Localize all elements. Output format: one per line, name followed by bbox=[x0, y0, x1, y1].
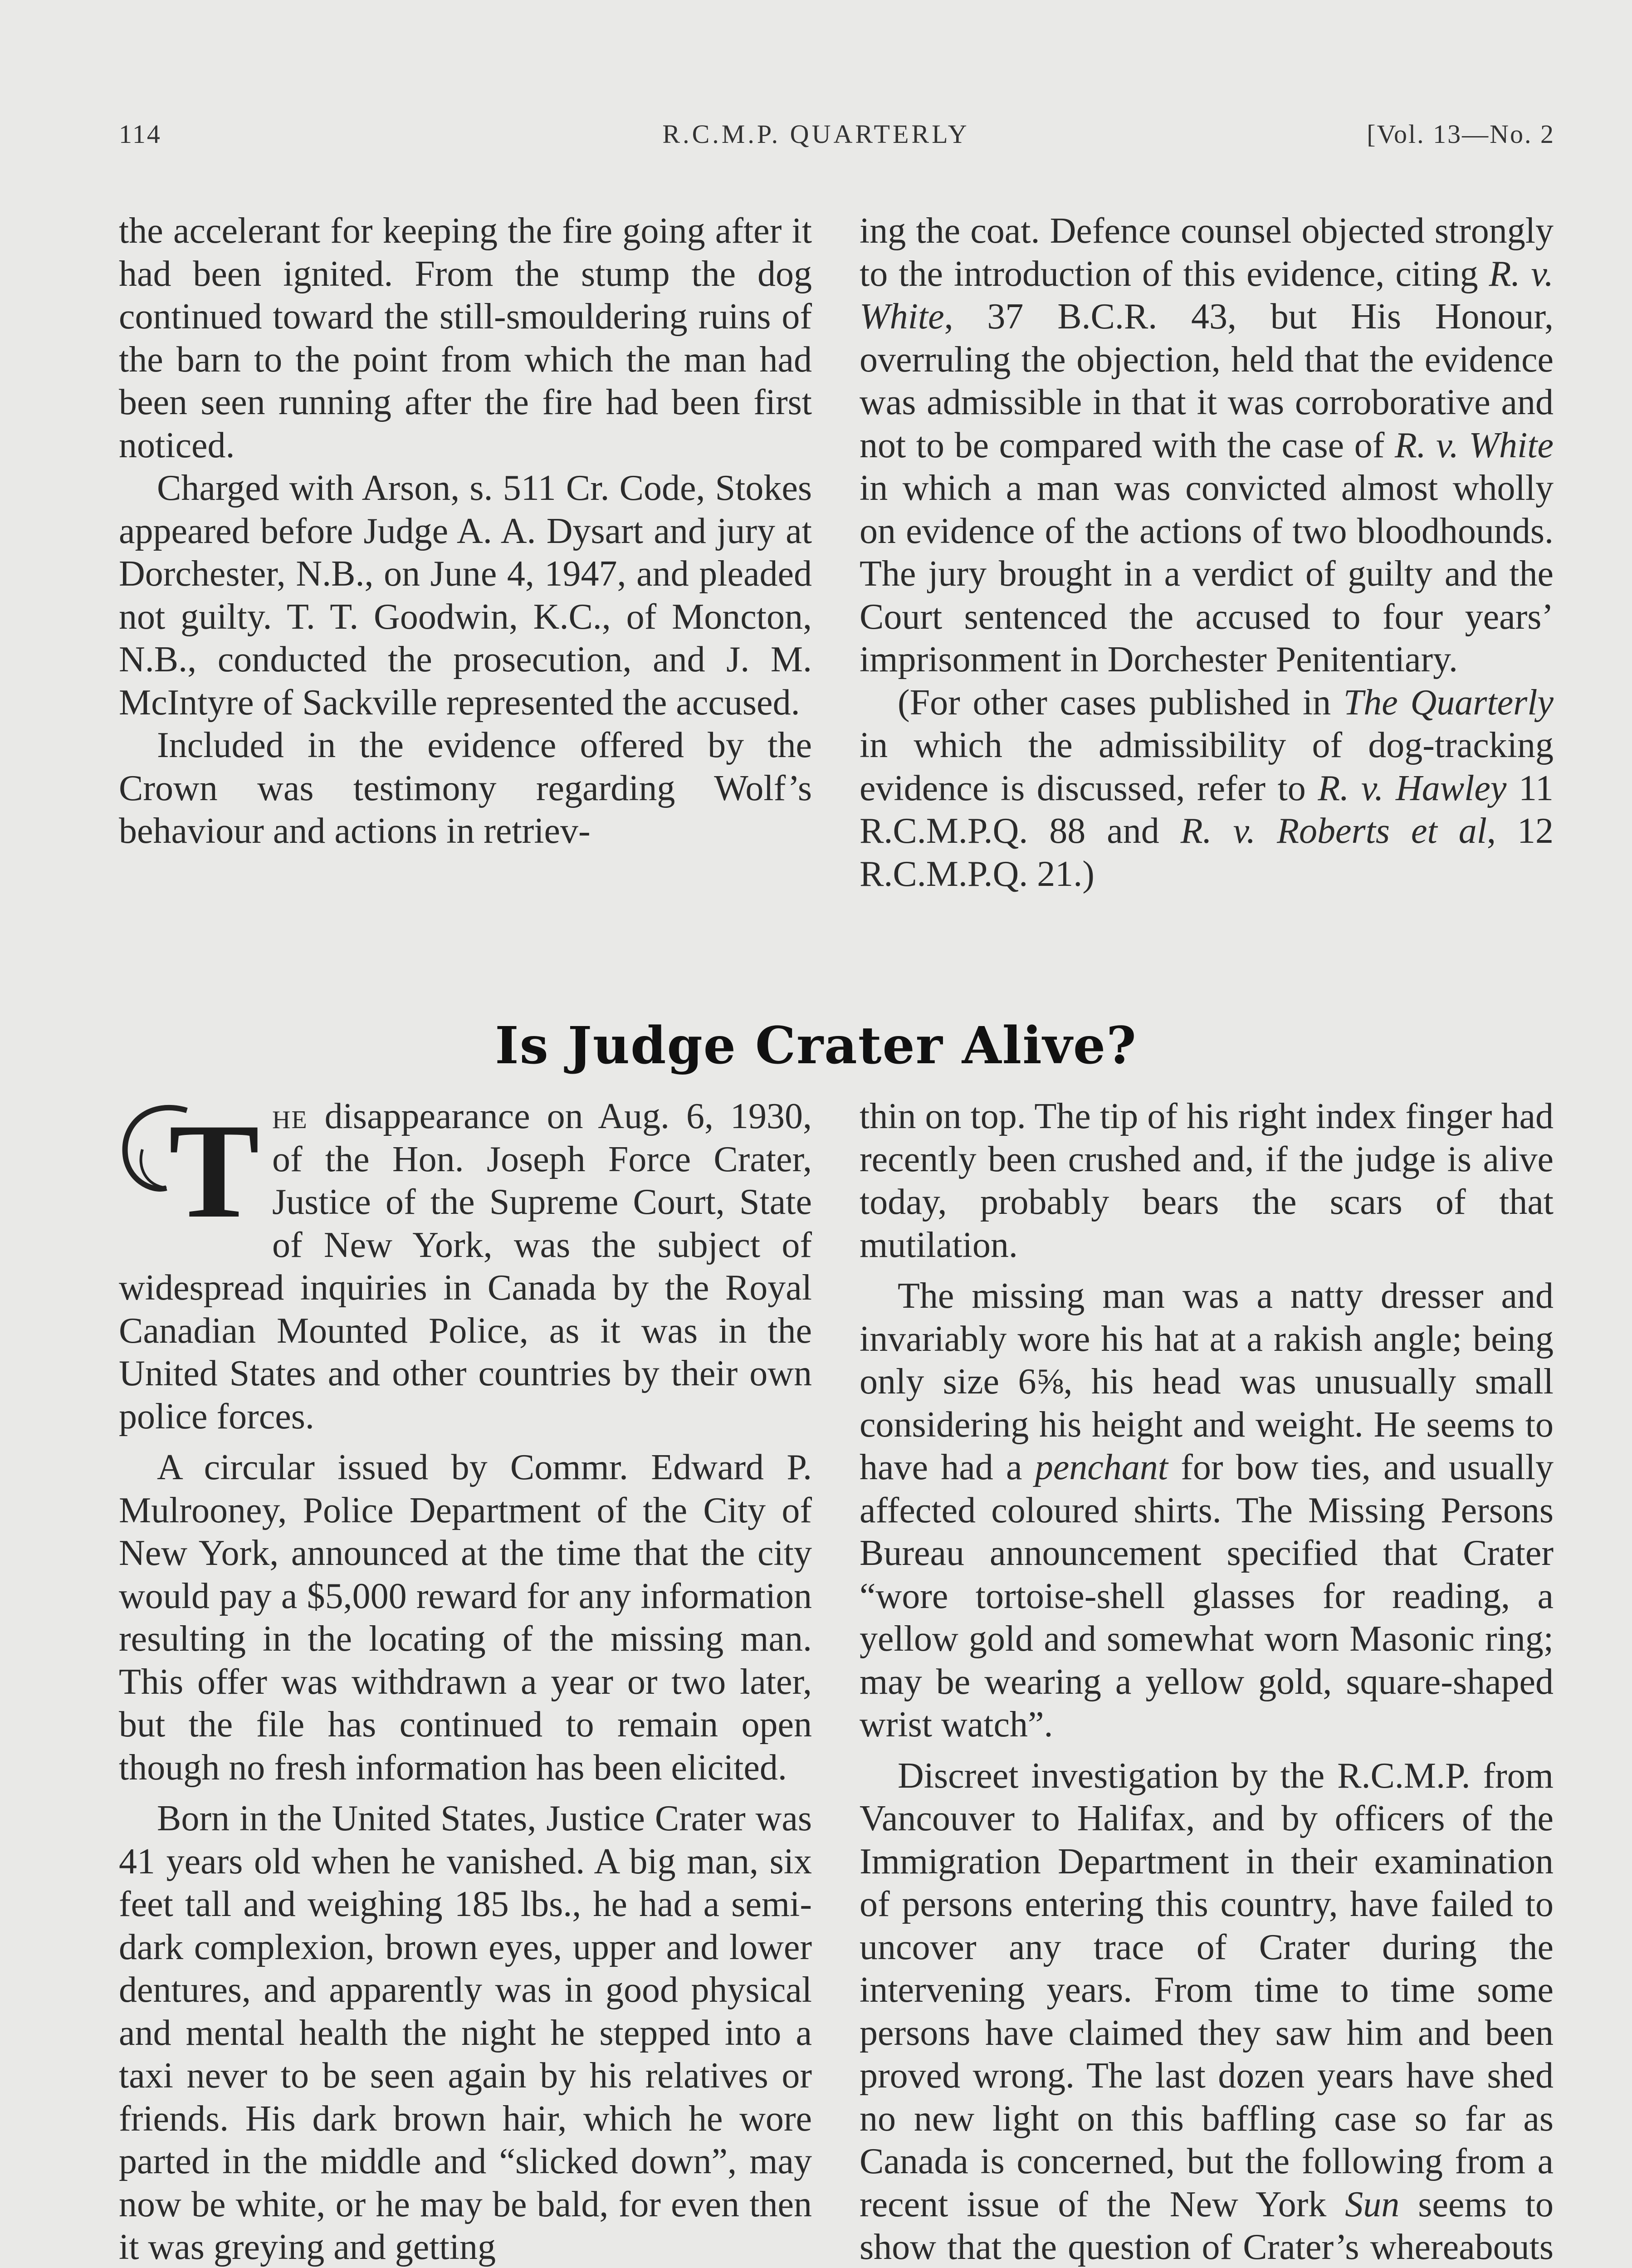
text-run: , 37 B.C.R. 43, but His Honour, overruling the objection, held that the evidence was admissible in that it was corroborative and not to be compared with the case of bbox=[860, 297, 1554, 465]
journal-title: R.C.M.P. QUARTERLY bbox=[662, 119, 970, 149]
paragraph: the accelerant for keeping the fire going after it had been ignited. From the stump the dog continued toward the still-smouldering ruins of the barn to the point from which the man had been seen running after the fire had been first noticed. bbox=[119, 211, 812, 465]
paragraph: Charged with Arson, s. 511 Cr. Code, Stokes appeared before Judge A. A. Dysart and jury at Dorchester, N.B., on June 4, 1947, and pleaded not guilty. T. T. Goodwin, K.C., of Moncton, N.B., conducted the prosecution, and J. M. McIntyre of Sackville represented the accused. bbox=[119, 468, 812, 723]
text-run: for bow ties, and usually affected coloured shirts. The Missing Persons Bureau announcement specified that Crater “wore tortoise-shell glasses for reading, a yellow gold and somewhat worn Masonic ring; may be wearing a yellow gold, square-shaped wrist watch”. bbox=[860, 1447, 1554, 1745]
article-column-left bbox=[119, 1095, 812, 2268]
previous-article-column-left bbox=[119, 210, 812, 853]
article-title: Is Judge Crater Alive? bbox=[495, 1016, 1137, 1075]
case-citation: R. v. White bbox=[1394, 425, 1554, 465]
text-run: disappearance on Aug. 6, 1930, of the Hon. Joseph Force Crater, Justice of the Supreme Court, State of New York, was the subject of widespread inquiries in Canada by the Royal Canadian Mounted Police, as it was in the United States and other countries by their own police forces. bbox=[119, 1096, 812, 1437]
paragraph bbox=[119, 1095, 812, 1438]
case-citation: R. v. White bbox=[860, 254, 1554, 337]
text-run: he bbox=[272, 1096, 308, 1136]
paragraph bbox=[860, 1275, 1554, 1746]
paragraph: thin on top. The tip of his right index finger had recently been crushed and, if the judge is alive today, probably bears the scars of that mutilation. bbox=[860, 1096, 1554, 1265]
drop-cap bbox=[119, 1095, 269, 1224]
paragraph: Born in the United States, Justice Crater was 41 years old when he vanished. A big man, six feet tall and weighing 185 lbs., he had a semi-dark complexion, brown eyes, upper and lower dentures, and apparently was in good physical and mental health the night he stepped into a taxi never to be seen again by his relatives or friends. His dark brown hair, which he wore parted in the middle and “slicked down”, may now be white, or he may be bald, for even then it was greying and getting bbox=[119, 1799, 812, 2267]
text-run: ing the coat. Defence counsel objected strongly to the introduction of this evidence, citing bbox=[860, 211, 1554, 294]
article-column-right bbox=[860, 1095, 1554, 2268]
drop-cap-ornament bbox=[119, 1095, 269, 1224]
text-run: in which the admissibility of dog-tracking evidence is discussed, refer to bbox=[860, 725, 1554, 808]
text-run: seems to show that the question of Crater’s whereabouts bbox=[860, 2184, 1554, 2267]
case-citation: R. v. Hawley bbox=[1318, 768, 1507, 808]
page-number: 114 bbox=[119, 119, 161, 149]
publication-name: Sun bbox=[1345, 2184, 1400, 2224]
text-run: 11 R.C.M.P.Q. 88 and bbox=[860, 768, 1554, 851]
case-citation: R. v. Roberts et al bbox=[1180, 811, 1487, 851]
volume-issue: [Vol. 13—No. 2 bbox=[1367, 119, 1555, 149]
paragraph: A circular issued by Commr. Edward P. Mulrooney, Police Department of the City of New York, announced at the time that the city would pay a $5,000 reward for any information resulting in the locating of the missing man. This offer was withdrawn a year or two later, but the file has continued to remain open though no fresh information has been elicited. bbox=[119, 1447, 812, 1788]
italic-word: penchant bbox=[1035, 1447, 1168, 1487]
paragraph bbox=[860, 1755, 1554, 2268]
drop-cap-letter: T bbox=[169, 1095, 260, 1224]
publication-name: The Quarterly bbox=[1343, 682, 1554, 723]
text-run: in which a man was convicted almost wholly on evidence of the actions of two bloodhounds. The jury brought in a verdict of guilty and the Court sentenced the accused to four years’ imprisonment in Dorchester Penitentiary. bbox=[860, 468, 1554, 679]
text-run: , 12 R.C.M.P.Q. 21.) bbox=[860, 811, 1554, 894]
previous-article-column-right bbox=[860, 210, 1554, 895]
text-run: Discreet investigation by the R.C.M.P. from Vancouver to Halifax, and by officers of the Immigration Department in their examination of persons entering this country, have failed to uncover any trace of Crater during the intervening years. From time to time some persons have claimed they saw him and been proved wrong. The last dozen years have shed no new light on this baffling case so far as Canada is concerned, but the following from a recent issue of the New York bbox=[860, 1755, 1554, 2224]
text-run: (For other cases published in bbox=[898, 682, 1344, 723]
paragraph bbox=[860, 681, 1554, 896]
paragraph bbox=[860, 210, 1554, 681]
paragraph: Included in the evidence offered by the Crown was testimony regarding Wolf’s behaviour and actions in retriev- bbox=[119, 725, 812, 851]
text-run: The missing man was a natty dresser and invariably wore his hat at a rakish angle; being only size 6⅝, his head was unusually small considering his height and weight. He seems to have had a bbox=[860, 1276, 1554, 1487]
